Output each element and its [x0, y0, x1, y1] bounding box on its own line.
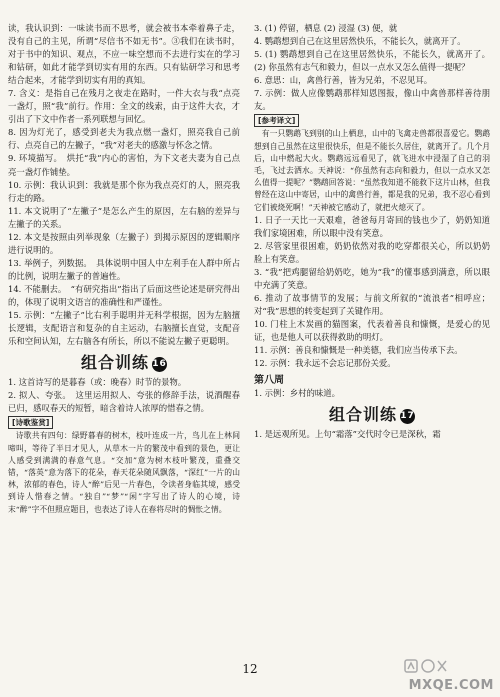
section-title-17: [254, 404, 490, 426]
right-item-5: 5. (1) 鹦鹉想到自己在这里居然快乐，不能长久，就离开了。(2) 你虽然有志气和毅力，但以一点水又怎么值得一提呢？: [254, 49, 490, 73]
right-q-2: 2. 尽管家里很困难，奶奶依然对我的吃穿都很关心，所以奶奶脸上有笑意。: [254, 240, 490, 264]
section-title-16: [8, 352, 240, 374]
left-item-13: 13. 举例子，列数据。 具体说明中国人中左利手在人群中所占的比例，说明左撇子的普遍性。: [8, 257, 240, 281]
section-number-badge: 16: [152, 357, 167, 372]
section-title-text: 组合训练: [80, 353, 149, 373]
left-item-15: 15. 示例：“左撇子”比右利手聪明并无科学根据，因为左脑擅长逻辑，支配语言和复杂的自主运动，右脑擅长直觉，支配音乐和空间认知，左右脑各有所长，所以不能说左撇子更聪明。: [8, 310, 240, 347]
left-item-11: 11. 本文说明了“左撇子”是怎么产生的原因，左右脑的差异与左撇子的关系。: [8, 205, 240, 229]
right-item-4: 4. 鹦鹉想到自己在这里居然快乐，不能长久，就离开了。: [254, 36, 466, 47]
left-item-7: 7. 含义：是指自己在残月之夜走在路时，一件大衣与我“点亮一盏灯，照“我”前行。作用：全文的线索，由于这件大衣，才引出了下文中作者一系列联想与回忆。: [8, 88, 240, 125]
translation-box-label: [参考译文]: [254, 113, 490, 128]
right-q-10: 10. 门柱上木炭画的猫图案，代表着善良和慷慨，是爱心的见证，也是他人可以获得救助的明灯。: [254, 319, 490, 343]
left-item-9: 9. 环境描写。 烘托“我”内心的害怕，为下文老夫妻为自己点亮一盏灯作铺垫。: [8, 153, 240, 177]
section-number-badge: 17: [400, 409, 415, 424]
right-q-6: 6. 推动了故事情节的发展；与前文所叙的“流浪者”相呼应；对“我”思想的转变起到了关键作用。: [254, 293, 490, 317]
section-title-text: 组合训练: [328, 405, 397, 425]
poem-box-label: [诗歌鉴赏]: [8, 415, 240, 430]
right-q-3: 3. “我”把鸡腿留给奶奶吃，她为“我”的懂事感到满意，所以眼中充满了笑意。: [254, 266, 490, 290]
week-item: 1. 示例：乡村的味道。: [254, 388, 341, 399]
left-column: [8, 22, 240, 516]
right-item-7: 7. 示例：做人应像鹦鹉那样知恩图报，像山中禽兽那样善待朋友。: [254, 88, 490, 112]
poem-appreciation: 诗歌共有四句：绿野暮春的树木，枝叶连成一片，鸟儿在上林间啼叫，等待了半日才见人，从草木一片的繁茂中看到的景色，更让人感受到满满的春意气息。“交加”意为树木枝叶繁茂，重叠交错，“落英”意为落下的花朵，春天花朵随风飘落，“深红”一片的山林，浓郁的春色，诗人“醉”后见一片春色，令读者身临其境，感受到诗人惜春之情。“独自”“梦”“闲”字写出了诗人的心境，诗末“醉”字不但照应题目，也表达了诗人在春将尽时的惆怅之情。: [8, 431, 240, 514]
page-number: 12: [242, 662, 258, 676]
right-item-3: 3. (1) 停留，栖息 (2) 浸湿 (3) 便，就: [254, 23, 398, 33]
reference-translation: 有一只鹦鹉飞到别的山上栖息，山中的飞禽走兽都很喜爱它。鹦鹉想到自己虽然在这里很快乐，但是不能长久居住，就离开了。几个月后，山中燃起大火。鹦鹉远远看见了，就飞进水中浸湿了自己的羽毛，飞过去洒水。天神说：“你虽然有志向和毅力，但以一点水又怎么值得一提呢？”鹦鹉回答说：“虽然我知道不能救下这片山林，但我曾经在这山中寄居，山中的禽兽行善，都是我的兄弟，我不忍心看到它们被烧死啊！”天神被它感动了，就把火熄灭了。: [254, 129, 490, 212]
left-item-10: 10. 示例：我认识到：我就是那个你为我点亮灯的人，照亮我行走的路。: [8, 179, 240, 203]
week-label: 第八周: [254, 375, 284, 387]
right-column: [254, 22, 490, 441]
left-after-2: 2. 拟人、夸张。 这里运用拟人、夸张的修辞手法，说酒醒春已归，感叹春天的短暂，暗含着诗人浓厚的惜春之情。: [8, 390, 240, 414]
right-q-11: 11. 示例：善良和慷慨是一种美德，我们应当传承下去。: [254, 345, 463, 356]
right-item-6: 6. 意思：山，禽兽行善，皆为兄弟，不忍见耳。: [254, 75, 433, 86]
right-q-12: 12. 示例：我永远不会忘记那份关爱。: [254, 358, 396, 369]
right-bottom-item: 1. 是远观所见。上句“霜落”交代时令已是深秋，霜: [254, 429, 441, 440]
left-item-8: 8. 因为灯光了，感受到老夫为我点燃一盏灯，照亮我自己前行、点亮自己的左撇子，“我”对老夫的感激与怀念之情。: [8, 127, 240, 151]
left-para-1: 读，我认识到：一味读书而不思考，就会被书本牵着鼻子走，没有自己的主见，所谓“尽信书不如无书”。③我们在读书时，对于书中的知识、观点，不应一味空想而不去进行实在的学习和钻研，如此才能学到切实有用的东西。只有钻研学习和思考结合起来，才能学到切实有用的真知。: [8, 23, 240, 86]
watermark-text: MXQE.COM: [408, 678, 494, 693]
left-after-1: 1. 这首诗写的是暮春（或：晚春）时节的景物。: [8, 377, 187, 388]
left-item-12: 12. 本文是按照由列举现象（左撇子）到揭示原因的逻辑顺序进行说明的。: [8, 231, 240, 255]
watermark-logo-icon: [404, 657, 448, 675]
right-q-1: 1. 日子一天比一天艰难，爸爸每月寄回的钱也少了，奶奶知道我们家境困难，所以眼中没有笑意。: [254, 214, 490, 238]
left-item-14: 14. 不能删去。 “有研究指出”指出了后面这些论述是研究得出的，体现了说明文语言的准确性和严谨性。: [8, 283, 240, 307]
